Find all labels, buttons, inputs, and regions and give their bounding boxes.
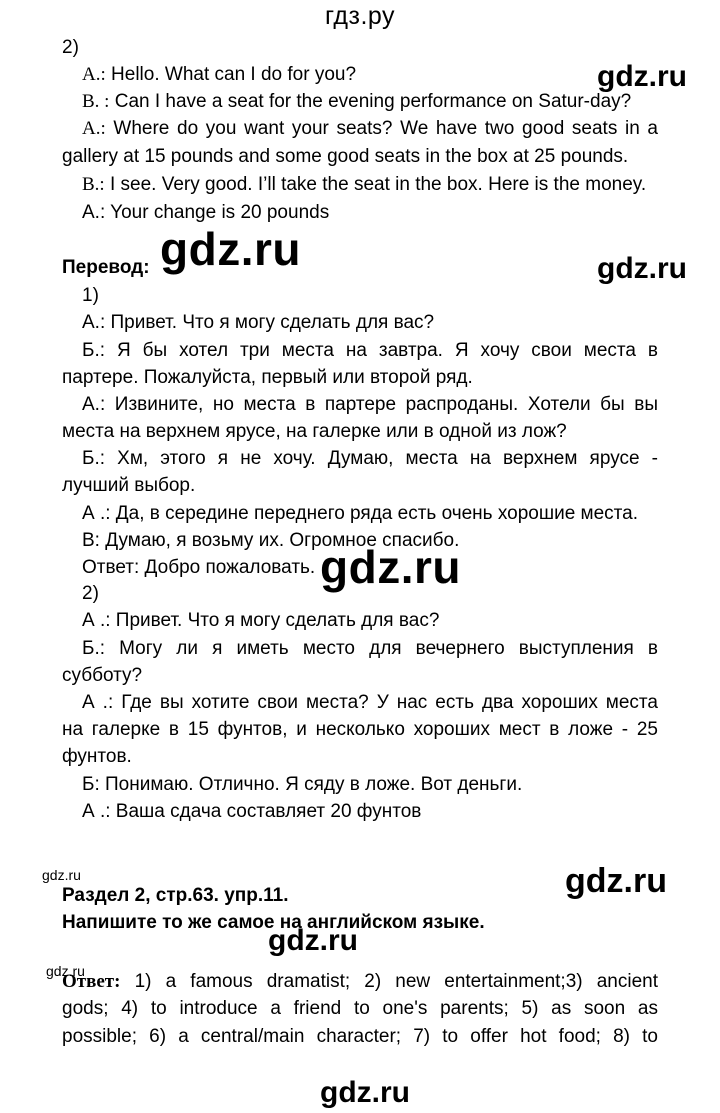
watermark-small: gdz.ru [46,963,85,979]
translation-line: 1) [82,285,99,306]
dialogue-line [82,90,631,114]
answer-label: Ответ: [62,971,121,992]
translation-line: партере. Пожалуйста, первый или второй ряд. [62,367,473,388]
speaker-label: A.: [82,118,106,139]
dialogue-line [82,117,658,141]
dialogue-text: Where do you want your seats? We have two good seats in a [105,118,658,139]
translation-line: субботу? [62,665,143,686]
dialogue-text: Hello. What can I do for you? [105,64,357,85]
speaker-label: B. : [82,91,110,112]
translation-line: В: Думаю, я возьму их. Огромное спасибо. [82,530,460,551]
translation-line: Б.: Могу ли я иметь место для вечернего выступления в [82,638,658,659]
translation-line: места на верхнем ярусе, на галерке или в одной из лож? [62,421,567,442]
translation-heading: Перевод: [62,257,150,278]
exercise-title: Раздел 2, стр.63. упр.11. [62,885,289,906]
exercise-answer-line: possible; 6) a central/main character; 7) to offer hot food; 8) to [62,1026,658,1047]
speaker-label: A.: [82,202,106,223]
translation-line: Б: Понимаю. Отлично. Я сяду в ложе. Вот деньги. [82,774,523,795]
dialogue-number: 2) [62,37,79,58]
dialogue-text: I see. Very good. I’ll take the seat in the box. Here is the money. [104,174,647,195]
watermark: gdz.ru [268,924,358,957]
translation-line: А .: Где вы хотите свои места? У нас есть два хороших места [82,692,658,713]
translation-line: А .: Привет. Что я могу сделать для вас? [82,610,440,631]
watermark-small: gdz.ru [42,867,81,883]
watermark: gdz.ru [597,60,687,93]
translation-line: А.: Привет. Что я могу сделать для вас? [82,312,435,333]
translation-line: Б.: Я бы хотел три места на завтра. Я хочу свои места в [82,340,658,361]
exercise-answer-line: gods; 4) to introduce a friend to one's parents; 5) as soon as [62,998,658,1019]
watermark: gdz.ru [565,862,667,900]
translation-line: фунтов. [62,746,132,767]
exercise-answer-line [62,970,658,994]
translation-line: А.: Извините, но места в партере распроданы. Хотели бы вы [82,394,658,415]
watermark: gdz.ru [160,223,301,275]
translation-line: Б.: Хм, этого я не хочу. Думаю, места на верхнем ярусе - [82,448,658,469]
watermark: gdz.ru [320,541,461,593]
translation-line: А .: Ваша сдача составляет 20 фунтов [82,801,422,822]
exercise-instruction: Напишите то же самое на английском языке. [62,912,485,933]
watermark: gdz.ru [320,1076,410,1109]
speaker-label: A.: [82,64,106,85]
translation-line: на галерке в 15 фунтов, и несколько хороших мест в ложе - 25 [62,719,658,740]
answer-text: 1) a famous dramatist; 2) new entertainment;3) ancient [120,971,658,992]
dialogue-line [82,173,646,197]
watermark: gdz.ru [597,252,687,285]
dialogue-text: Your change is 20 pounds [105,202,330,223]
speaker-label: B.: [82,174,105,195]
dialogue-continuation: gallery at 15 pounds and some good seats in the box at 25 pounds. [62,146,629,167]
translation-line: А .: Да, в середине переднего ряда есть очень хорошие места. [82,503,639,524]
dialogue-text: Can I have a seat for the evening performance on Satur-day? [109,91,632,112]
translation-line: Ответ: Добро пожаловать. [82,557,316,578]
translation-line: 2) [82,583,99,604]
dialogue-line [82,63,356,87]
translation-line: лучший выбор. [62,475,196,496]
site-header: гдз.ру [324,2,396,30]
